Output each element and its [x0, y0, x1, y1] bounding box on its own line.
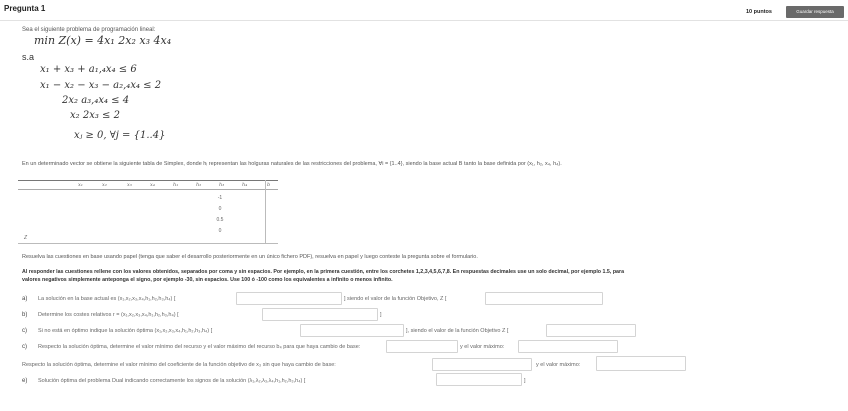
instructions-format-2: valores negativos simplemente anteponga el signo, por ejemplo -30, sin espacios. Use 100 ó -100 como los equivalentes a infinito o menos infinito. [22, 277, 393, 283]
table-z-label: Z [24, 235, 28, 241]
question-mid-text: ], siendo el valor de la función Objetivo Z [ [406, 328, 509, 334]
question-mid-text: ] [524, 378, 526, 384]
answer-coef-max-input[interactable] [596, 356, 686, 371]
question-text: Solución óptima del problema Dual indicando correctamente los signos de la solución (λ₁,λ₂,λ₃,λ₄,h₁,h₂,h₃,h₄) [ [38, 378, 306, 384]
question-text: Respecto la solución óptima, determine el valor mínimo del recurso y el valor máximo del recurso b₄ para que haya cambio de base: [38, 344, 361, 350]
table-header: h₃ [219, 182, 225, 188]
answer-b-costs-input[interactable] [262, 308, 378, 321]
constraint-2: x₁ − x₂ − x₃ − a₂,₄x₄ ≤ 2 [40, 80, 162, 91]
table-header: x₁ [78, 182, 83, 188]
answer-resource-max-input[interactable] [518, 340, 618, 353]
answer-c-solution-input[interactable] [300, 324, 404, 337]
table-b-divider [265, 180, 266, 244]
question-label: e) [22, 378, 28, 384]
question-mid-text: y el valor máximo: [460, 344, 505, 350]
table-cell: 0 [218, 206, 222, 212]
table-header: x₂ [102, 182, 107, 188]
table-top-rule [18, 180, 278, 181]
points-label: 10 puntos [746, 9, 772, 15]
problem-intro: Sea el siguiente problema de programación lineal: [22, 27, 156, 33]
constraint-1: x₁ + x₃ + a₁,₄x₄ ≤ 6 [40, 64, 137, 75]
subject-to-label: s.a [22, 52, 35, 62]
save-answer-button[interactable]: Guardar respuesta [786, 6, 844, 18]
question-label: c) [22, 328, 27, 334]
question-mid-text: ] [380, 312, 382, 318]
objective-function: min Z(x) = 4x₁ 2x₂ x₃ 4x₄ [34, 34, 172, 47]
non-negativity: xⱼ ≥ 0, ∀j = {1..4} [74, 130, 166, 141]
answer-resource-min-input[interactable] [386, 340, 458, 353]
answer-a-solution-input[interactable] [236, 292, 342, 305]
question-text: Determine los costes relativos r = (x₁,x₂,x₃,x₄,h₁,h₂,h₃,h₄) [ [38, 312, 179, 318]
table-header: b [267, 182, 271, 188]
question-mid-text: ] siendo el valor de la función Objetivo, Z [ [344, 296, 447, 302]
table-header: x₄ [150, 182, 155, 188]
instructions-format-1: Al responder las cuestiones rellene con los valores obtenidos, separados por coma y sin espacios. Por ejemplo, en la primera cuestión, entre los corchetes 1,2,3,4,5,6,7,8. En respuestas decimales use un solo decimal, por ejemplo 1.5, para [22, 269, 625, 275]
table-bottom-rule [18, 243, 278, 244]
question-mid-text: y el valor máximo: [536, 362, 581, 368]
header-divider [0, 20, 848, 21]
table-header: h₁ [173, 182, 179, 188]
table-header: h₂ [196, 182, 202, 188]
table-header-rule [18, 189, 278, 190]
table-cell: 0.5 [216, 217, 224, 223]
answer-coef-min-input[interactable] [432, 358, 532, 371]
instructions-paper: Resuelva las cuestiones en base usando papel (tenga que saber el desarrollo posteriormente en un único fichero PDF), resuelva en papel y luego conteste la pregunta sobre el formulario. [22, 254, 478, 260]
question-label: c) [22, 344, 27, 350]
constraint-3: 2x₂ a₃,₄x₄ ≤ 4 [62, 95, 130, 106]
table-cell: -1 [217, 195, 223, 201]
question-text: Respecto la solución óptima, determine el valor mínimo del coeficiente de la función objetivo de x₃ sin que haya cambio de base: [22, 362, 336, 368]
question-title: Pregunta 1 [4, 4, 46, 13]
question-text: La solución en la base actual es (x₁,x₂,x₃,x₄,h₁,h₂,h₃,h₄) [ [38, 296, 176, 302]
answer-c-z-input[interactable] [546, 324, 636, 337]
table-header: h₄ [242, 182, 248, 188]
question-label: a) [22, 296, 28, 302]
table-header: x₃ [127, 182, 132, 188]
question-label: b) [22, 312, 28, 318]
answer-e-dual-input[interactable] [436, 373, 522, 386]
table-cell: 0 [218, 228, 222, 234]
answer-a-z-input[interactable] [485, 292, 603, 305]
constraint-4: x₂ 2x₃ ≤ 2 [70, 110, 120, 121]
question-text: Si no está en óptimo indique la solución óptima (x₁,x₂,x₃,x₄,h₁,h₂,h₃,h₄) [ [38, 328, 213, 334]
simplex-intro: En un determinado vector se obtiene la siguiente tabla de Simplex, donde hᵢ representan las holguras naturales de las restricciones del problema, ∀i = {1..4}, siendo la base actual B tanto la base definida por (x₁, h₂, x₄, h₄). [22, 161, 562, 167]
simplex-table [18, 180, 278, 244]
